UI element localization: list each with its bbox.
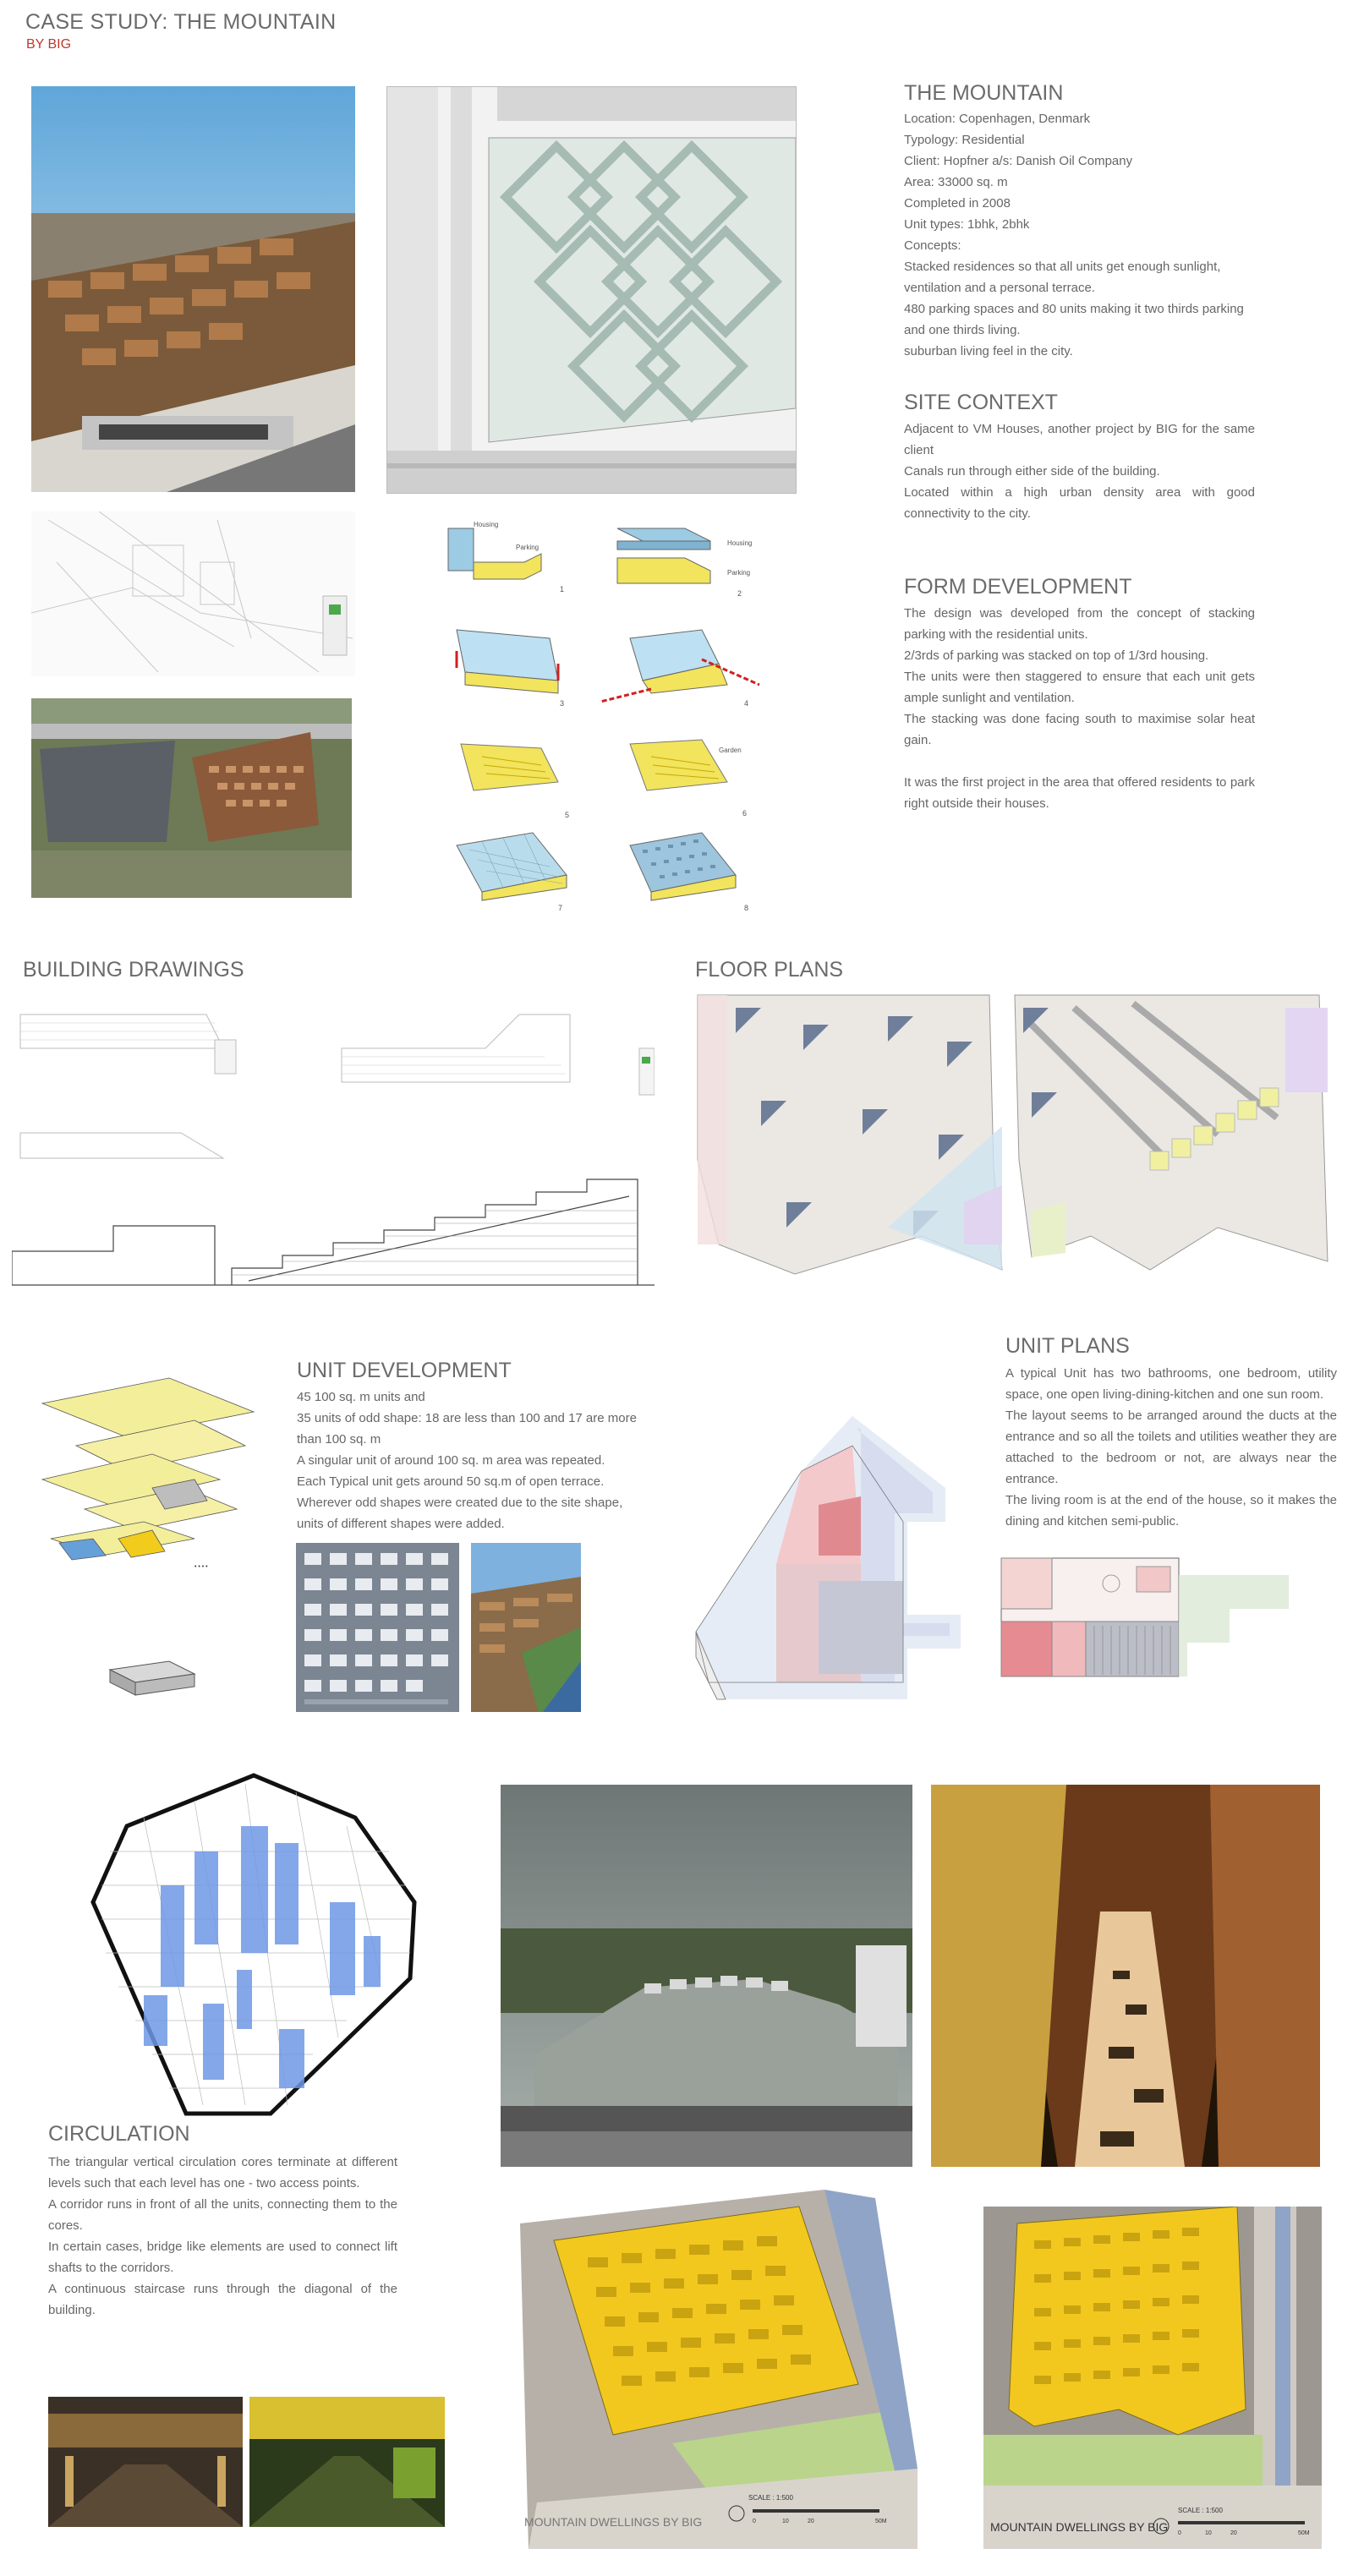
site-context-title: SITE CONTEXT	[904, 391, 1058, 414]
scale-tick-right-1: 10	[1205, 2530, 1212, 2536]
unit-shapes-grid	[296, 1543, 459, 1712]
the-mountain-line: Unit types: 1bhk, 2bhk	[904, 217, 1030, 232]
the-mountain-title: THE MOUNTAIN	[904, 81, 1064, 105]
label-parking-2: Parking	[727, 569, 751, 577]
step-5: 5	[565, 811, 570, 819]
the-mountain-line: Concepts:	[904, 238, 961, 253]
form-development-text	[904, 603, 1255, 814]
model-scale-left: SCALE : 1:500	[748, 2494, 793, 2502]
model-label-left: MOUNTAIN DWELLINGS BY BIG	[524, 2515, 703, 2529]
site-context-text	[904, 418, 1255, 524]
unit-plans-title: UNIT PLANS	[1005, 1334, 1130, 1358]
step-1: 1	[560, 585, 565, 593]
form-development-line: The units were then staggered to ensure that each unit gets ample sunlight and ventilation.	[904, 670, 1255, 705]
building-photo-aerial	[31, 86, 355, 492]
floor-plans-drawings	[693, 991, 1336, 1283]
scale-tick-right-2: 20	[1230, 2530, 1237, 2536]
the-mountain-line: Client: Hopfner a/s: Danish Oil Company	[904, 154, 1133, 168]
form-development-closing: It was the first project in the area that offered residents to park right outside their houses.	[904, 775, 1255, 811]
the-mountain-line: 480 parking spaces and 80 units making it two thirds parking and one thirds living.	[904, 302, 1244, 337]
unit-development-text	[297, 1386, 648, 1534]
circulation-title: CIRCULATION	[48, 2122, 190, 2146]
model-photo-right	[983, 2207, 1322, 2549]
page-title: CASE STUDY: THE MOUNTAIN	[25, 10, 337, 34]
model-label-right: MOUNTAIN DWELLINGS BY BIG	[990, 2520, 1169, 2534]
step-6: 6	[742, 809, 748, 818]
site-plan-drawing	[386, 86, 797, 494]
parking-interior-photo-2	[249, 2397, 445, 2527]
step-7: 7	[558, 904, 563, 912]
the-mountain-line: Area: 33000 sq. m	[904, 175, 1008, 189]
circulation-line: A corridor runs in front of all the units, connecting them to the cores.	[48, 2197, 397, 2233]
unit-plan-odd-shape	[692, 1412, 961, 1716]
circulation-line: The triangular vertical circulation cores terminate at different levels such that each level has one - two access points.	[48, 2155, 397, 2190]
form-development-title: FORM DEVELOPMENT	[904, 575, 1132, 599]
step-3: 3	[560, 699, 565, 708]
circulation-line: In certain cases, bridge like elements are used to connect lift shafts to the corridors.	[48, 2240, 397, 2275]
the-mountain-line: Stacked residences so that all units get enough sunlight, ventilation and a personal terrace.	[904, 260, 1221, 295]
building-drawings-sections	[12, 998, 655, 1310]
svg-text:• • • •: • • • •	[194, 1564, 208, 1570]
scale-tick-left-0: 0	[753, 2519, 756, 2524]
unit-development-title: UNIT DEVELOPMENT	[297, 1359, 512, 1382]
the-mountain-text	[904, 108, 1255, 362]
label-housing-2: Housing	[727, 539, 753, 547]
circulation-text	[48, 2152, 397, 2321]
scale-tick-left-3: 50M	[875, 2519, 887, 2524]
unit-plans-line: The living room is at the end of the house, so it makes the dining and kitchen semi-public.	[1005, 1493, 1337, 1529]
parking-interior-photo-1	[48, 2397, 243, 2527]
form-development-diagrams	[423, 511, 778, 917]
site-context-map	[31, 511, 355, 676]
form-development-line: The stacking was done facing south to maximise solar heat gain.	[904, 712, 1255, 747]
model-scale-right: SCALE : 1:500	[1178, 2507, 1223, 2514]
site-context-line: Located within a high urban density area with good connectivity to the city.	[904, 485, 1255, 521]
step-4: 4	[744, 699, 749, 708]
step-8: 8	[744, 904, 749, 912]
unit-development-line: A singular unit of around 100 sq. m area was repeated.	[297, 1453, 605, 1468]
label-parking-1: Parking	[516, 544, 540, 551]
site-context-line: Adjacent to VM Houses, another project by BIG for the same client	[904, 422, 1255, 457]
label-garden: Garden	[719, 747, 742, 754]
unit-development-line: 45 100 sq. m units and	[297, 1390, 425, 1404]
the-mountain-line: Completed in 2008	[904, 196, 1011, 211]
the-mountain-line: Location: Copenhagen, Denmark	[904, 112, 1091, 126]
form-development-line: 2/3rds of parking was stacked on top of 1/3rd housing.	[904, 648, 1209, 663]
step-2: 2	[737, 589, 742, 598]
scale-tick-right-0: 0	[1178, 2530, 1181, 2536]
unit-plans-line: A typical Unit has two bathrooms, one bedroom, utility space, one open living-dining-kitchen and one sun room.	[1005, 1366, 1337, 1402]
the-mountain-line: Typology: Residential	[904, 133, 1025, 147]
aerial-context-photo	[31, 698, 352, 898]
floor-plans-title: FLOOR PLANS	[695, 958, 844, 982]
corridor-interior-photo	[931, 1785, 1320, 2167]
unit-terrace-photo	[471, 1543, 581, 1712]
unit-development-line: Wherever odd shapes were created due to the site shape, units of different shapes were added.	[297, 1496, 623, 1531]
scale-tick-right-3: 50M	[1298, 2530, 1310, 2536]
unit-plans-line: The layout seems to be arranged around the ducts at the entrance and so all the toilets and utilities weather they are attached to the bedroom or not, are always near the entrance.	[1005, 1408, 1337, 1486]
unit-development-line: 35 units of odd shape: 18 are less than 100 and 17 are more than 100 sq. m	[297, 1411, 637, 1447]
spacer	[904, 751, 1255, 772]
scale-tick-left-1: 10	[782, 2519, 789, 2524]
page-subtitle: BY BIG	[26, 37, 72, 52]
building-drawings-title: BUILDING DRAWINGS	[23, 958, 244, 982]
the-mountain-line: suburban living feel in the city.	[904, 344, 1073, 358]
mountain-exterior-photo	[501, 1785, 912, 2167]
circulation-diagram	[76, 1767, 431, 2130]
label-housing-1: Housing	[474, 521, 499, 528]
scale-tick-left-2: 20	[808, 2519, 814, 2524]
unit-plans-text	[1005, 1363, 1337, 1532]
unit-development-diagram	[25, 1361, 288, 1716]
form-development-line: The design was developed from the concept of stacking parking with the residential units.	[904, 606, 1255, 642]
unit-development-line: Each Typical unit gets around 50 sq.m of open terrace.	[297, 1474, 605, 1489]
site-context-line: Canals run through either side of the building.	[904, 464, 1160, 479]
circulation-line: A continuous staircase runs through the diagonal of the building.	[48, 2282, 397, 2317]
model-photo-left	[503, 2190, 918, 2549]
unit-plan-typical	[993, 1550, 1297, 1715]
